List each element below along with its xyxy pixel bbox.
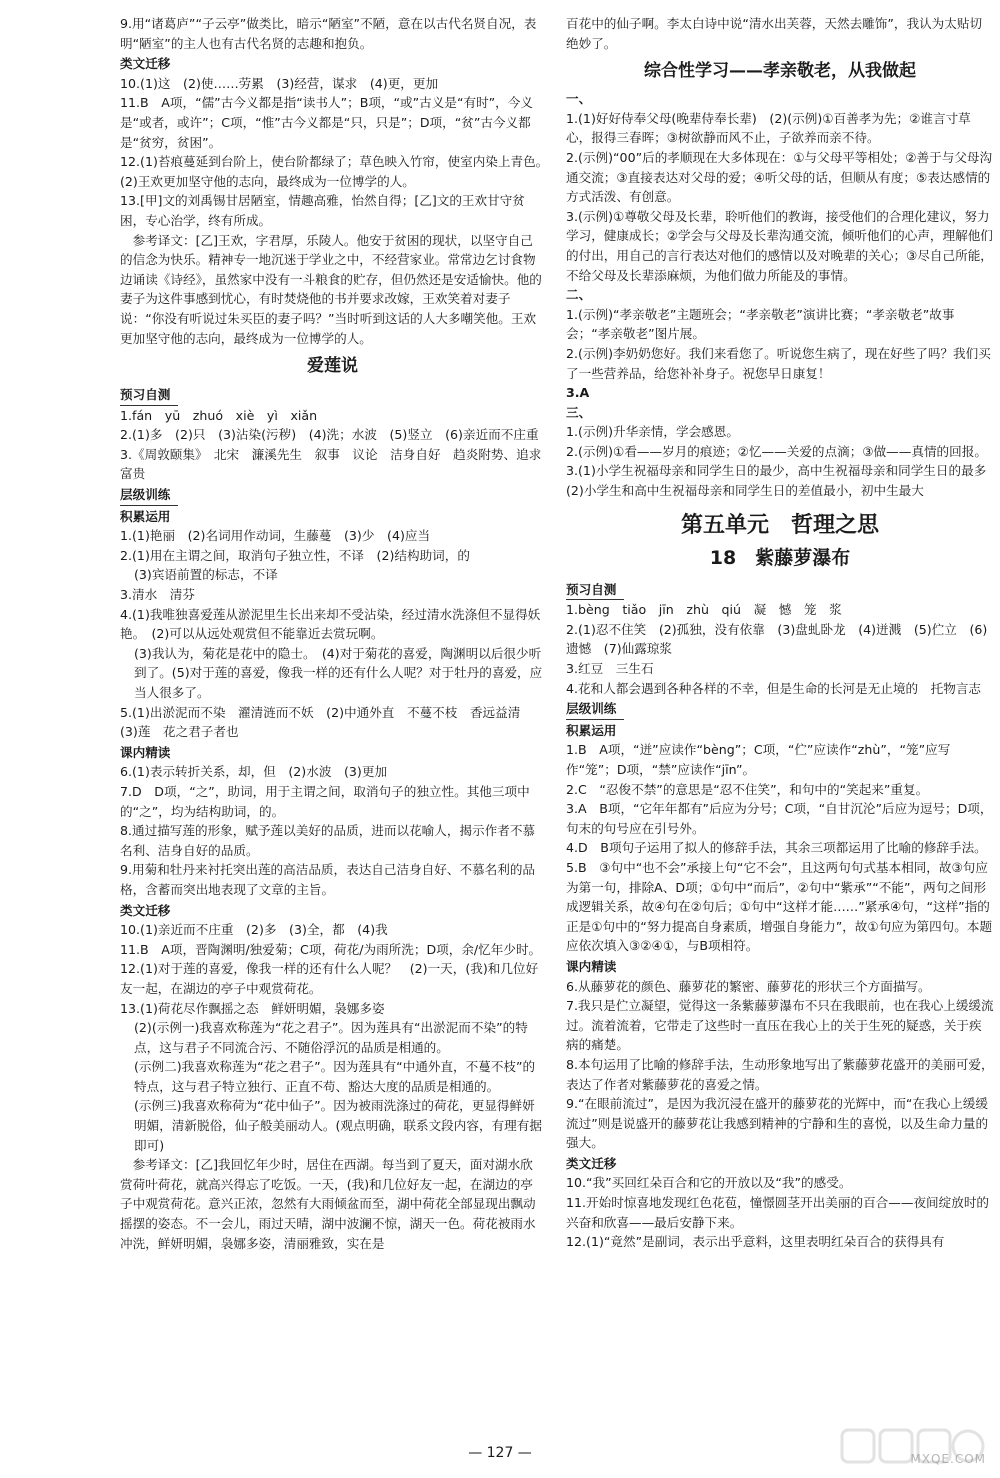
subsection-label: 积累运用 xyxy=(566,722,617,738)
part-label: 三、 xyxy=(566,404,592,420)
answer-item: 11.B A项，“儒”古今义都是指“读书人”；B项，“或”古义是“有时”，今义是“或者，或许”；C项，“惟”古今义都是“只，只是”；D项，“贫”古今义都是“贫穷，贫困”。 xyxy=(120,95,533,150)
subsection-header xyxy=(120,484,545,506)
answer-item: 3.(1)小学生祝福母亲和同学生日的最少，高中生祝福母亲和同学生日的最多 (2)小学生和高中生祝福母亲和同学生日的差值最小，初中生最大 xyxy=(566,463,999,499)
answer-item: 4.花和人都会遇到各种各样的不幸，但是生命的长河是无止境的 托物言志 xyxy=(566,680,982,696)
answer-item: 12.(1)“竟然”是副词，表示出乎意料，这里表明红朵百合的获得具有 xyxy=(566,1234,945,1250)
answer-item: 2.(示例)“00”后的孝顺现在大多体现在：①与父母平等相处；②善于与父母沟通交流；③直接表达对父母的爱；④听父母的话，但顺从有度；⑤表达感情的方式活泼、有创意。 xyxy=(566,149,993,205)
answer-item: 2.(示例)①看——岁月的痕迹；②忆——关爱的点滴；③做——真情的回报。 xyxy=(566,443,987,459)
answer-item: 5.(1)出淤泥而不染 濯清涟而不妖 (2)中通外直 不蔓不枝 香远益清 (3)莲 花之君子者也 xyxy=(120,704,533,740)
answer-item: 5.B ③句中“也不会”承接上句“它不会”，且这两句句式基本相同，故③句应为第一句，排除A、D项；①句中“而后”，②句中“紫承”“不能”，两句之间形成逻辑关系，故④句在②句后；①句中“这样才能……”紧承④句，“这样”指的正是①句中的“努力提高自身素质，增强自身能力”，故①句应为第四句。本题应依次填入③②④①，与B项相符。 xyxy=(566,859,993,954)
answer-item: 2.(示例)李奶奶您好。我们来看您了。听说您生病了，现在好些了吗？我们买了一些营养品，给您补补身子。祝您早日康复！ xyxy=(566,345,991,381)
answer-item: 6.从藤萝花的颜色、藤萝花的繁密、藤萝花的形状三个方面描写。 xyxy=(566,978,931,994)
part-label: 二、 xyxy=(566,287,592,303)
part-label: 一、 xyxy=(566,91,592,107)
left-column xyxy=(120,14,555,1253)
answer-item: 3.《周敦颐集》 北宋 濂溪先生 叙事 议论 洁身自好 趋炎附势、追求富贵 xyxy=(120,446,542,482)
unit-title: 第五单元 哲理之思 xyxy=(680,512,879,538)
answer-item: 1.fán yū zhuó xiè yì xiǎn xyxy=(120,407,318,423)
answer-item: 9.用“诸葛庐”“子云亭”做类比，暗示“陋室”不陋，意在以古代名贤自况，表明“陋室”的主人也有古代名贤的志趣和抱负。 xyxy=(120,16,537,51)
subsection-header xyxy=(566,579,994,601)
answer-subitem: (3)我认为，菊花是花中的隐士。 (4)对于菊花的喜爱，陶渊明以后很少听到了。(5)对于莲的喜爱，像我一样的还有什么人呢？对于牡丹的喜爱，应当人很多了。 xyxy=(134,645,543,700)
answer-item: 1.(1)艳丽 (2)名词用作动词，生藤蔓 (3)少 (4)应当 xyxy=(120,528,431,544)
subsection-label: 预习自测 xyxy=(566,580,624,601)
subsection-header xyxy=(120,384,545,406)
answer-item: 13.(1)荷花尽作飘摇之态 鲜妍明媚，袅娜多姿 xyxy=(120,1000,385,1016)
answer-item: 百花中的仙子啊。李太白诗中说“清水出芙蓉，天然去雕饰”，我认为太贴切绝妙了。 xyxy=(566,16,983,51)
answer-item: 3.清水 清芬 xyxy=(120,587,195,603)
subsection-label: 层级训练 xyxy=(120,485,178,506)
answer-item: 4.(1)我唯独喜爱莲从淤泥里生长出来却不受沾染，经过清水洗涤但不显得妖艳。 (2)可以从远处观赏但不能靠近去赏玩啊。 xyxy=(120,606,541,642)
answer-item: 9.用菊和牡丹来衬托突出莲的高洁品质，表达自己洁身自好、不慕名利的品格，含蓄而突出地表现了文章的主旨。 xyxy=(120,862,536,897)
answer-item: 9.“在眼前流过”，是因为我沉浸在盛开的藤萝花的光辉中，而“在我心上缓缓流过”则是说盛开的藤萝花让我感到精神的宁静和生的喜悦，以及生命力量的强大。 xyxy=(566,1096,989,1151)
answer-item: 3.红豆 三生石 xyxy=(566,661,654,677)
subsection-label: 类文迁移 xyxy=(120,56,171,72)
page-number: — 127 — xyxy=(468,1445,532,1461)
answer-item: 7.我只是伫立凝望，觉得这一条紫藤萝瀑布不只在我眼前，也在我心上缓缓流过。流着流着，它带走了这些时一直压在我心上的关于生死的疑惑，关于疾病的痛楚。 xyxy=(566,998,994,1053)
answer-item: 3.A xyxy=(566,385,590,401)
answer-item: 2.(1)忍不住笑 (2)孤独，没有依靠 (3)盘虬卧龙 (4)迸溅 (5)伫立 (6)遗憾 (7)仙露琼浆 xyxy=(566,621,988,657)
answer-item: 12.(1)苔痕蔓延到台阶上，使台阶都绿了；草色映入竹帘，使室内染上青色。 (2)王欢更加坚守他的志向，最终成为一位博学的人。 xyxy=(120,154,555,189)
answer-item: 1.(示例)升华亲情，学会感恩。 xyxy=(566,424,739,440)
answer-item: 7.D D项，“之”，助词，用于主谓之间，取消句子的独立性。其他三项中的“之”，均为结构助词，的。 xyxy=(120,783,530,819)
subsection-header xyxy=(566,698,994,720)
answer-item: 2.C “忍俊不禁”的意思是“忍不住笑”，和句中的“笑起来”重复。 xyxy=(566,781,929,797)
answer-item: 11.开始时惊喜地发现红色花苞，憧憬圆茎开出美丽的百合——夜间绽放时的兴奋和欣喜——最后安静下来。 xyxy=(566,1195,990,1230)
answer-item: 11.B A项，晋陶渊明/独爱菊；C项，荷花/为雨所洗；D项，余/忆年少时。 xyxy=(120,941,542,957)
answer-item: 10.(1)这 (2)使……劳累 (3)经营，谋求 (4)更，更加 xyxy=(120,75,439,91)
answer-item: 8.通过描写莲的形象，赋予莲以美好的品质，进而以花喻人，揭示作者不慕名利、洁身自好的品质。 xyxy=(120,823,536,858)
subsection-label: 积累运用 xyxy=(120,508,171,524)
section-title: 爱莲说 xyxy=(307,356,358,377)
answer-subitem: (示例三)我喜欢称荷为“花中仙子”。因为被雨洗涤过的荷花，更显得鲜妍明媚，清新脱俗，仙子般美丽动人。(观点明确，联系文段内容，有理有据即可) xyxy=(134,1098,542,1153)
answer-item: 1.B A项，“迸”应读作“bèng”；C项，“伫”应读作“zhù”，“笼”应写作“笼”；D项，“禁”应读作“jīn”。 xyxy=(566,742,951,777)
lesson-title: 18 紫藤萝瀑布 xyxy=(709,546,851,569)
answer-item: 6.(1)表示转折关系，却，但 (2)水波 (3)更加 xyxy=(120,764,388,780)
answer-item: 10.(1)亲近而不庄重 (2)多 (3)全，都 (4)我 xyxy=(120,922,388,938)
subsection-label: 层级训练 xyxy=(566,699,624,720)
answer-item: 1.bèng tiǎo jīn zhù qiú 凝 憾 笼 浆 xyxy=(566,602,842,618)
answer-item: 1.(示例)“孝亲敬老”主题班会；“孝亲敬老”演讲比赛；“孝亲敬老”故事会；“孝亲敬老”图片展。 xyxy=(566,306,955,342)
answer-item: 参考译文：[乙]我回忆年少时，居住在西湖。每当到了夏天，面对湖水欣赏荷叶荷花，就高兴得忘了吃饭。一天，(我)和几位好友一起，在湖边的亭子中观赏荷花。意兴正浓，忽然有大雨倾盆而至，湖中荷花全部显现出飘动摇摆的姿态。不一会儿，雨过天晴，湖中波澜不惊，湖天一色。荷花被雨水冲洗，鲜妍明媚，袅娜多姿，清丽雅致，实在是 xyxy=(120,1157,536,1251)
answer-item: 10.“我”买回红朵百合和它的开放以及“我”的感受。 xyxy=(566,1175,852,1191)
subsection-label: 预习自测 xyxy=(120,385,178,406)
answer-item: 4.D B项句子运用了拟人的修辞手法，其余三项都运用了比喻的修辞手法。 xyxy=(566,840,987,856)
answer-item: 12.(1)对于莲的喜爱，像我一样的还有什么人呢？ (2)一天，(我)和几位好友一起，在湖边的亭子中观赏荷花。 xyxy=(120,961,539,996)
answer-subitem: (示例二)我喜欢称莲为“花之君子”。因为莲具有“中通外直，不蔓不枝”的特点，这与君子特立独行、正直不苟、豁达大度的品质是相通的。 xyxy=(134,1059,536,1094)
answer-subitem: (3)宾语前置的标志，不译 xyxy=(134,567,278,583)
watermark-text: MXQE.COM xyxy=(910,1452,986,1467)
answer-item: 2.(1)用在主谓之间，取消句子独立性，不译 (2)结构助词，的 xyxy=(120,547,470,563)
answer-item: 参考译文：[乙]王欢，字君厚，乐陵人。他安于贫困的现状，以坚守自己的信念为快乐。精神专一地沉迷于学业之中，不经营家业。常常边乞讨食物边诵读《诗经》，虽然家中没有一斗粮食的贮存，但仍然还是安适愉快。他的妻子为这件事感到忧心，有时焚烧他的书并要求改嫁，王欢笑着对妻子说：“你没有听说过朱买臣的妻子吗？”当时听到这话的人大多嘲笑他。王欢更加坚守他的志向，最终成为一位博学的人。 xyxy=(120,232,542,346)
subsection-label: 类文迁移 xyxy=(566,1155,617,1171)
section-title: 综合性学习——孝亲敬老，从我做起 xyxy=(644,61,916,82)
answer-item: 3.A B项，“它年年都有”后应为分号；C项，“自甘沉沦”后应为逗号；D项，句末的句号应在引号外。 xyxy=(566,801,993,836)
answer-subitem: (2)(示例一)我喜欢称莲为“花之君子”。因为莲具有“出淤泥而不染”的特点，这与君子不同流合污、不随俗浮沉的品质是相通的。 xyxy=(134,1020,528,1055)
answer-item: 1.(1)好好侍奉父母(晚辈侍奉长辈) (2)(示例)①百善孝为先；②谁言寸草心，报得三春晖；③树欲静而风不止，子欲养而亲不待。 xyxy=(566,110,971,146)
subsection-label: 类文迁移 xyxy=(120,902,171,918)
subsection-label: 课内精读 xyxy=(120,744,171,760)
answer-item: 13.[甲]文的刘禹锡甘居陋室，情趣高雅，怡然自得；[乙]文的王欢甘守贫困，专心治学，终有所成。 xyxy=(120,193,525,228)
right-column xyxy=(566,14,999,1252)
answer-item: 8.本句运用了比喻的修辞手法，生动形象地写出了紫藤萝花盛开的美丽可爱，表达了作者对紫藤萝花的喜爱之情。 xyxy=(566,1056,994,1092)
answer-item: 3.(示例)①尊敬父母及长辈，聆听他们的教诲，接受他们的合理化建议，努力学习，健康成长；②学会与父母及长辈沟通交流，倾听他们的心声，理解他们的付出，用自己的言行表达对他们的感情以及对晚辈的关心；③尽自己所能，不给父母及长辈添麻烦，为他们做力所能及的事情。 xyxy=(566,208,993,283)
subsection-label: 课内精读 xyxy=(566,958,617,974)
answer-item: 2.(1)多 (2)只 (3)沾染(污秽) (4)洗；水波 (5)竖立 (6)亲近而不庄重 xyxy=(120,427,539,443)
